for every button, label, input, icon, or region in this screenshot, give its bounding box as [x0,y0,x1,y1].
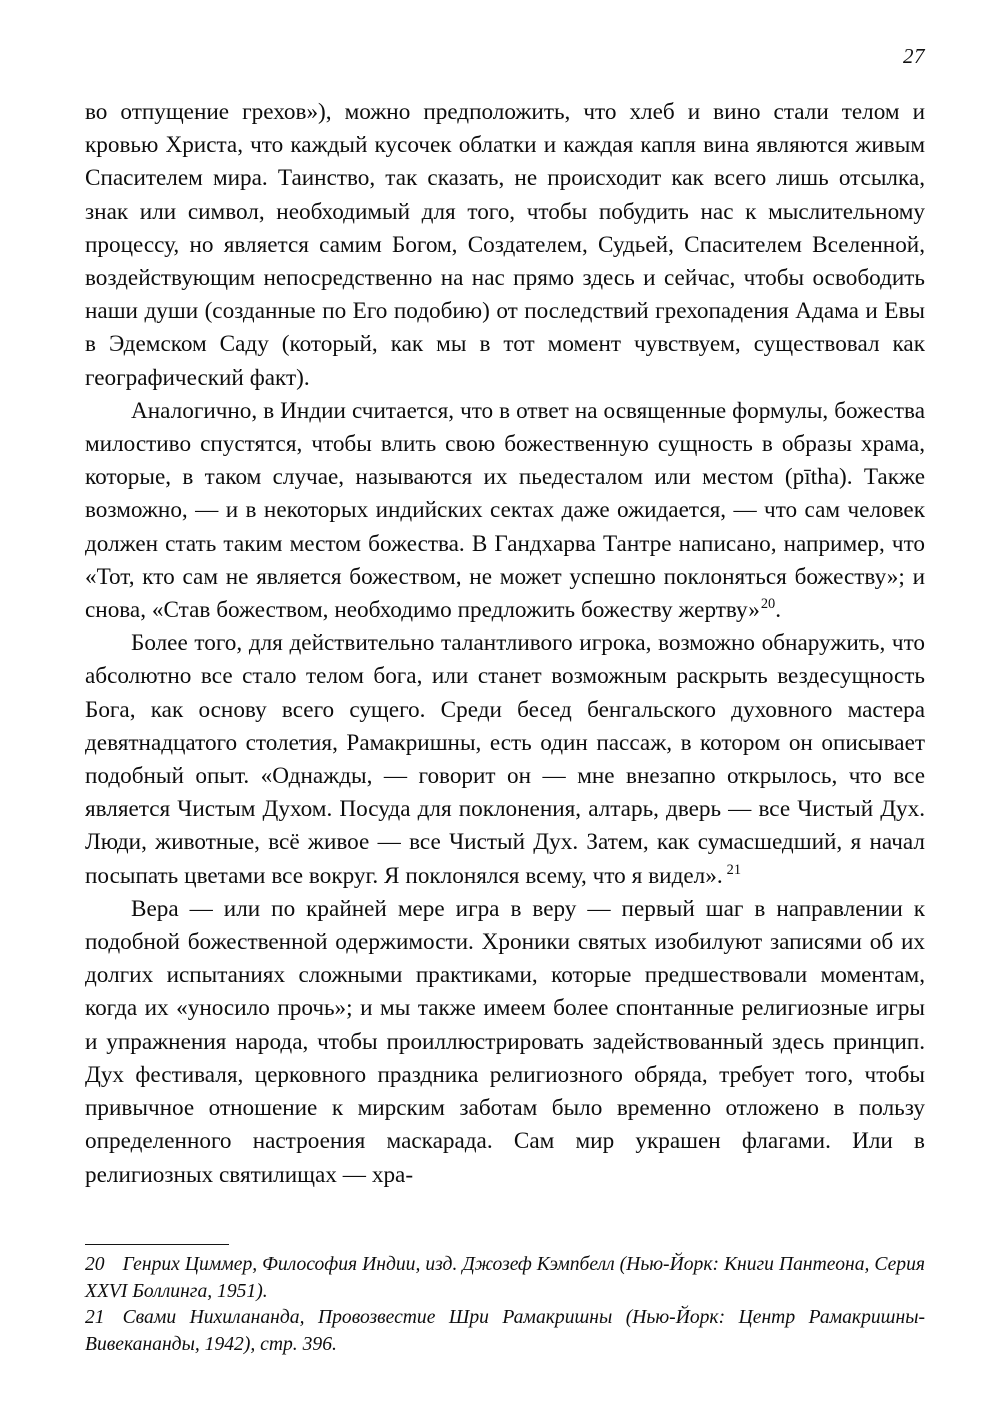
footnote-number-21: 21 [85,1307,105,1328]
paragraph-1 [85,96,925,395]
paragraph-3 [85,627,925,893]
footnote-ref-20[interactable]: 20 [760,596,776,613]
page-number: 27 [903,44,925,68]
paragraph-3-text: Более того, для действительно талантливого игрока, возможно обнаружить, что абсолютно все стало телом бога, или станет возможным раскрыть вездесущность Бога, как основу всего сущего. Среди бесед бенгальского духовного мастера девятнадцатого столетия, Рамакришны, есть один пассаж, в котором он описывает подобный опыт. «Однажды, — говорит он — мне внезапно открылось, что все является Чистым Духом. Посуда для поклонения, алтарь, дверь — все Чистый Дух. Люди, животные, всё живое — все Чистый Дух. Затем, как сумасшедший, я начал посыпать цветами все вокруг. Я поклонялся всему, что я видел». [85,630,925,889]
paragraph-4-text: Вера — или по крайней мере игра в веру — первый шаг в направлении к подобной божественной одержимости. Хроники святых изобилуют записями об их долгих испытаниях сложными практиками, которые предшествовали моментам, когда их «уносило прочь»; и мы также имеем более спонтанные религиозные игры и упражнения народа, чтобы проиллюстрировать задействованный здесь принцип. Дух фестиваля, церковного праздника религиозного обряда, требует того, чтобы привычное отношение к мирским заботам было временно отложено в пользу определенного настроения маскарада. Сам мир украшен флагами. Или в религиозных святилищах — хра- [85,895,925,1188]
footnote-item-20 [85,1252,925,1305]
footnote-text-21: Свами Нихилананда, Провозвестие Шри Рамакришны (Нью-Йорк: Центр Рамакришны-Вивекананды, 1942), стр. 396. [85,1307,925,1355]
paragraph-2 [85,395,925,627]
footnote-separator-rule [85,1244,229,1245]
body-text-block [85,96,925,1192]
footnote-number-20: 20 [85,1254,105,1275]
paragraph-2-text-tail: . [775,597,781,624]
paragraph-1-text: во отпущение грехов»), можно предположить, что хлеб и вино стали телом и кровью Христа, что каждый кусочек облатки и каждая капля вина являются живым Спасителем мира. Таинство, так сказать, не происходит как всего лишь отсылка, знак или символ, необходимый для того, чтобы побудить нас к мыслительному процессу, но является самим Богом, Создателем, Судьей, Спасителем Вселенной, воздействующим непосредственно на нас прямо здесь и сейчас, чтобы освободить наши души (созданные по Его подобию) от последствий грехопадения Адама и Евы в Эдемском Саду (который, как мы в тот момент чувствуем, существовал как географический факт). [85,99,925,391]
footnote-text-20: Генрих Циммер, Философия Индии, изд. Джозеф Кэмпбелл (Нью-Йорк: Книги Пантеона, Серия XXVI Боллинга, 1951). [85,1254,925,1302]
footnote-ref-21[interactable]: 21 [726,861,741,878]
paragraph-4 [85,893,925,1192]
paragraph-2-text: Аналогично, в Индии считается, что в ответ на освященные формулы, божества милостиво спустятся, чтобы влить свою божественную сущность в образы храма, которые, в таком случае, называются их пьедесталом или местом (pītha). Также возможно, — и в некоторых индийских сектах даже ожидается, — что сам человек должен стать таким местом божества. В Гандхарва Тантре написано, например, что «Тот, кто сам не является божеством, не может успешно поклоняться божеству»; и снова, «Став божеством, необходимо предложить божеству жертву» [85,397,925,624]
footnote-area [85,1244,925,1358]
footnote-item-21 [85,1305,925,1358]
